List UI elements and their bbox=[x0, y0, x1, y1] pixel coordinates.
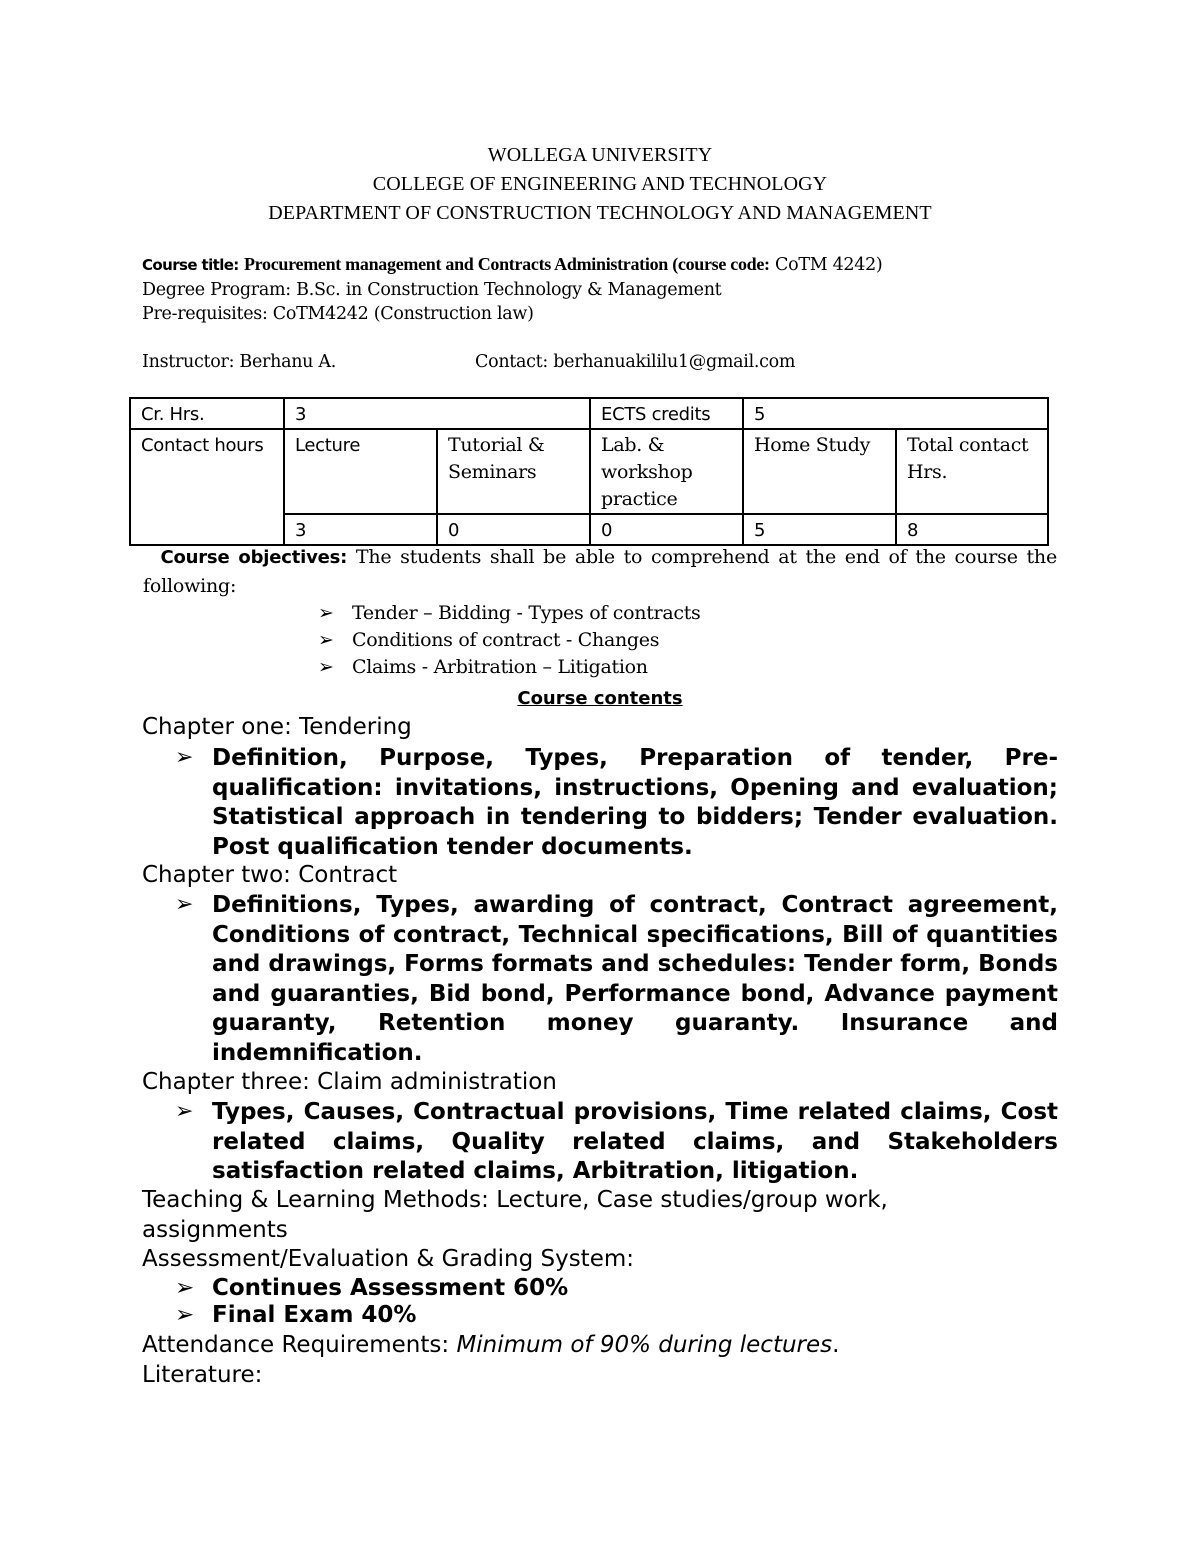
objectives-text: The students shall be able to comprehend at the end of the course the following: bbox=[143, 546, 1057, 597]
chapter-one-body: Definition, Purpose, Types, Preparation of tender, Pre-qualification: invitations, instructions, Opening and evaluation; Statistical approach in tendering to bidders; Tender evaluation. Post qualification tender documents. bbox=[212, 745, 1058, 860]
assessment-item: ➢ Continues Assessment 60% bbox=[175, 1275, 569, 1301]
college-name: COLLEGE OF ENGINEERING AND TECHNOLOGY bbox=[372, 173, 828, 195]
header-lab: Lab. & workshop practice bbox=[590, 429, 743, 514]
value-total: 8 bbox=[896, 514, 1048, 545]
chapter-two-body: Definitions, Types, awarding of contract, Contract agreement, Conditions of contract, Technical specifications, Bill of quantities and drawings, Forms formats and schedules: Tender form, Bonds and guaranties, Bid bond, Performance bond, Advance payment guaranty, Retention money guaranty. Insurance and indemnification. bbox=[212, 892, 1058, 1066]
course-code: CoTM 4242) bbox=[775, 255, 883, 275]
instructor-contact: Contact: berhanuakililu1@gmail.com bbox=[475, 352, 796, 372]
header-home-study: Home Study bbox=[743, 429, 896, 514]
chapter-three-body: Types, Causes, Contractual provisions, Time related claims, Cost related claims, Quality related claims, and Stakeholders satisfaction related claims, Arbitration, litigation. bbox=[212, 1099, 1058, 1185]
degree-program: Degree Program: B.Sc. in Construction Technology & Management bbox=[142, 280, 722, 300]
teaching-methods: Teaching & Learning Methods: Lecture, Case studies/group work, assignments bbox=[142, 1187, 888, 1243]
attendance-requirements: Attendance Requirements: Minimum of 90% during lectures. bbox=[142, 1332, 840, 1358]
assessment-item: ➢ Final Exam 40% bbox=[175, 1302, 417, 1328]
arrowhead-bullet-icon: ➢ bbox=[318, 629, 334, 651]
header-total: Total contact Hrs. bbox=[896, 429, 1048, 514]
chapter-one-title: Chapter one: Tendering bbox=[142, 714, 412, 740]
arrowhead-bullet-icon: ➢ bbox=[318, 602, 334, 624]
chapter-two-title: Chapter two: Contract bbox=[142, 862, 398, 888]
arrowhead-bullet-icon: ➢ bbox=[175, 1275, 195, 1301]
value-lab: 0 bbox=[590, 514, 743, 545]
prerequisites: Pre-requisites: CoTM4242 (Construction law) bbox=[142, 304, 534, 324]
course-contents-heading: Course contents bbox=[517, 688, 683, 709]
university-name: WOLLEGA UNIVERSITY bbox=[487, 144, 713, 166]
arrowhead-bullet-icon: ➢ bbox=[175, 892, 194, 917]
objective-item: ➢ Tender – Bidding - Types of contracts bbox=[318, 602, 701, 624]
attendance-value: Minimum of 90% during lectures bbox=[456, 1332, 833, 1358]
chapter-three-title: Chapter three: Claim administration bbox=[142, 1069, 557, 1095]
literature-heading: Literature: bbox=[142, 1362, 263, 1388]
header-lecture: Lecture bbox=[284, 429, 437, 514]
cr-hrs-label: Cr. Hrs. bbox=[130, 398, 284, 429]
arrowhead-bullet-icon: ➢ bbox=[175, 1302, 195, 1328]
arrowhead-bullet-icon: ➢ bbox=[318, 656, 334, 678]
course-title-label: Course title: bbox=[142, 256, 239, 274]
value-lecture: 3 bbox=[284, 514, 437, 545]
cr-hrs-value: 3 bbox=[284, 398, 590, 429]
value-home-study: 5 bbox=[743, 514, 896, 545]
value-tutorial: 0 bbox=[437, 514, 590, 545]
ects-label: ECTS credits bbox=[590, 398, 743, 429]
assessment-title: Assessment/Evaluation & Grading System: bbox=[142, 1246, 634, 1272]
course-title-value: Procurement management and Contracts Administration (course code: bbox=[243, 254, 770, 274]
course-objectives bbox=[143, 543, 1057, 601]
ects-value: 5 bbox=[743, 398, 1048, 429]
objective-item: ➢ Claims - Arbitration – Litigation bbox=[318, 656, 648, 678]
header-tutorial: Tutorial & Seminars bbox=[437, 429, 590, 514]
arrowhead-bullet-icon: ➢ bbox=[175, 745, 194, 770]
instructor: Instructor: Berhanu A. bbox=[142, 352, 337, 372]
course-title-line bbox=[142, 254, 882, 275]
attendance-label: Attendance Requirements: bbox=[142, 1332, 450, 1358]
objective-item: ➢ Conditions of contract - Changes bbox=[318, 629, 660, 651]
department-name: DEPARTMENT OF CONSTRUCTION TECHNOLOGY AND MANAGEMENT bbox=[268, 202, 932, 224]
arrowhead-bullet-icon: ➢ bbox=[175, 1099, 194, 1124]
contact-hours-label: Contact hours bbox=[130, 429, 284, 545]
credit-hours-table bbox=[129, 397, 1049, 546]
objectives-label: Course objectives: bbox=[160, 547, 348, 568]
